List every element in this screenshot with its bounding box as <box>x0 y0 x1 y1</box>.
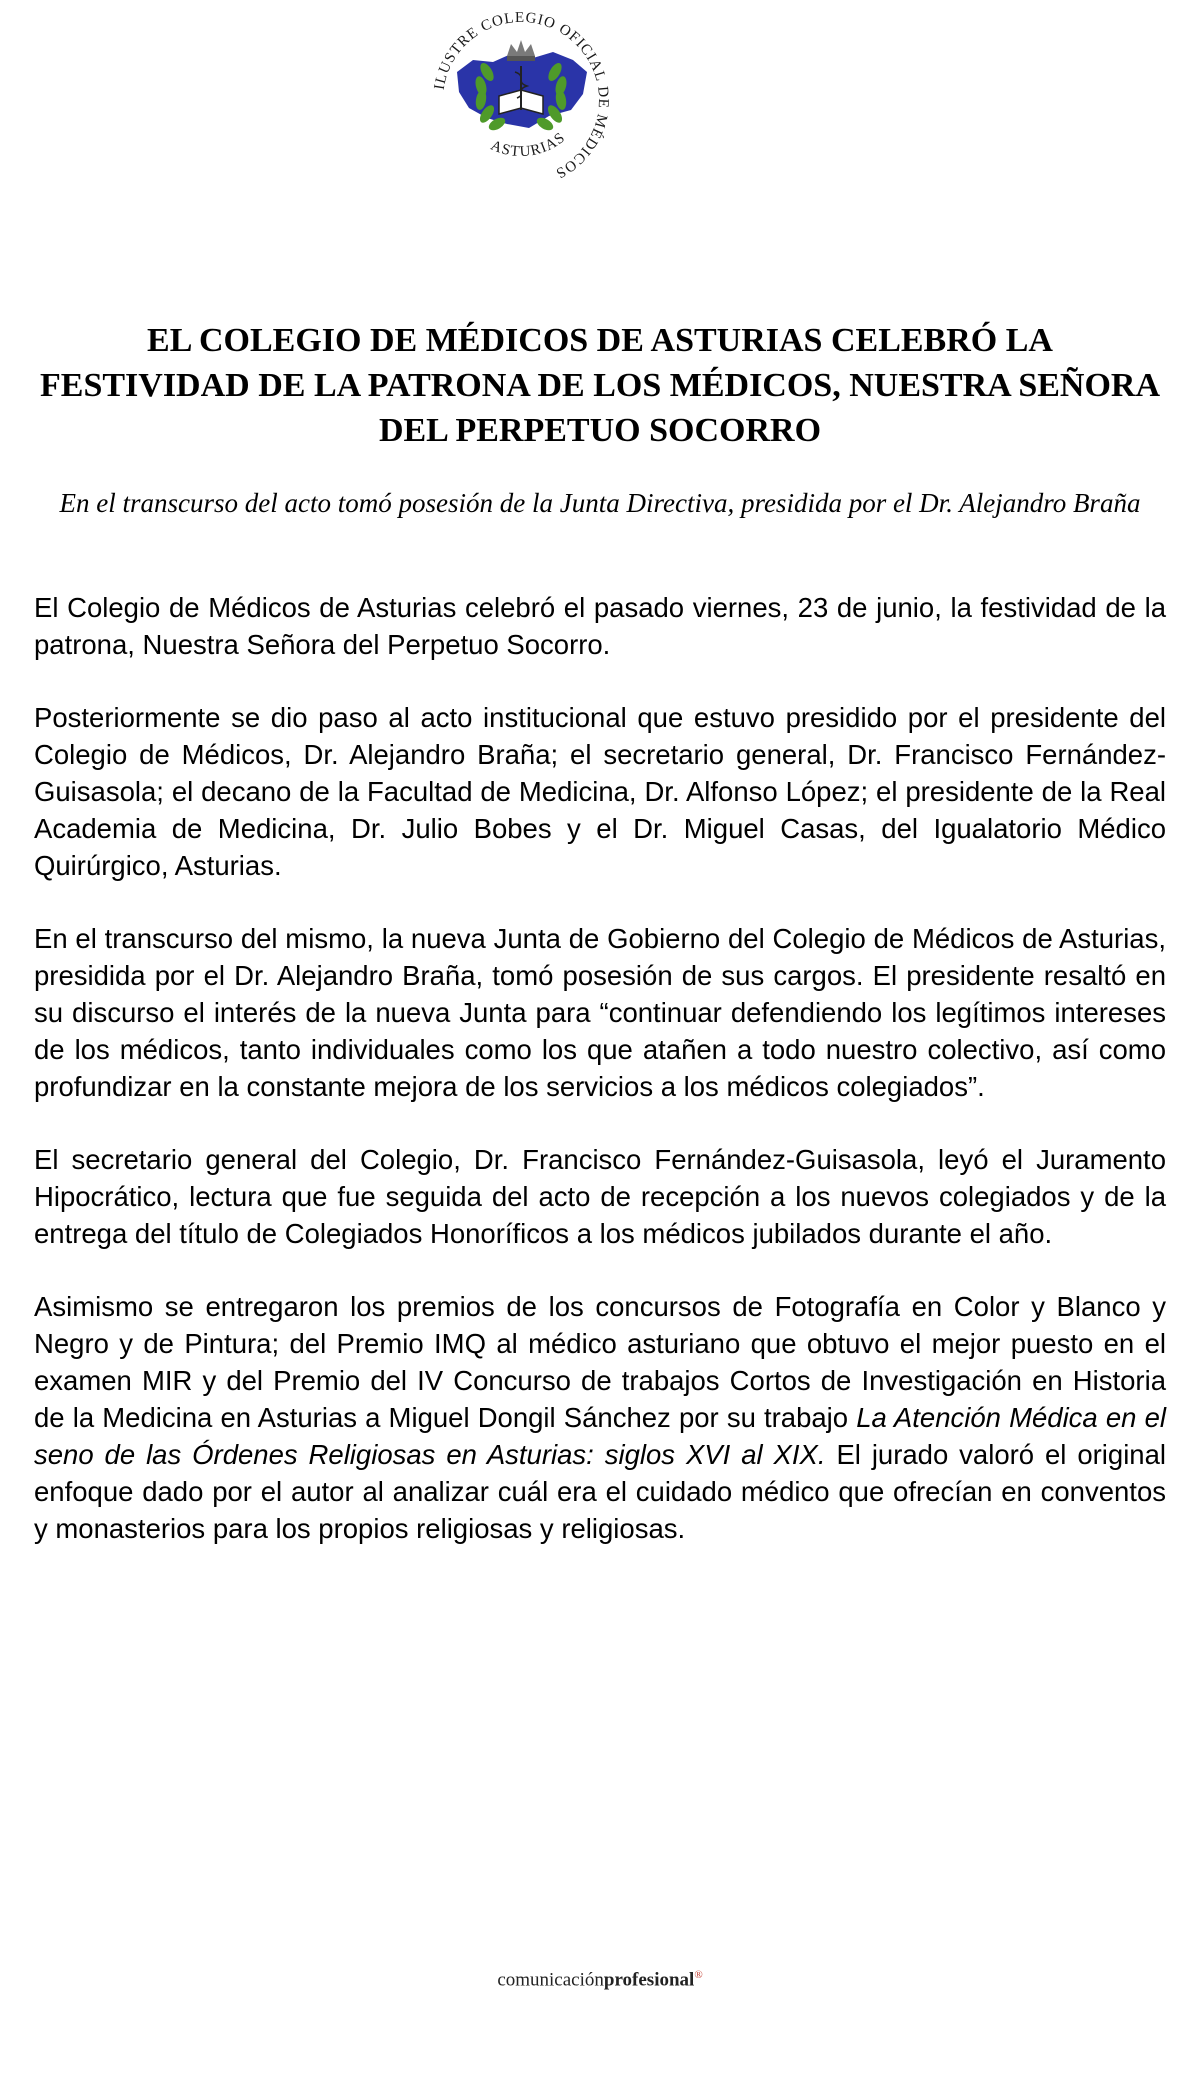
page-title: EL COLEGIO DE MÉDICOS DE ASTURIAS CELEBRÓ LA FESTIVIDAD DE LA PATRONA DE LOS MÉDICOS, NUESTRA SEÑORA DEL PERPETUO SOCORRO <box>40 322 1161 449</box>
subtitle: En el transcurso del acto tomó posesión de la Junta Directiva, presidida por el Dr. Alejandro Braña <box>59 488 1141 518</box>
footer-brand <box>0 1969 1200 1991</box>
article-body <box>34 589 1166 1583</box>
seal-ring-text-bottom: ASTURIAS <box>488 129 569 161</box>
paragraph-5-end: El jurado valoró el original enfoque dado por el autor al analizar cuál era el cuidado médico que ofrecían en conventos y monasterios para los propios religiosas y religiosas. <box>34 1439 1166 1544</box>
paragraph-5-start: Asimismo se entregaron los premios de los concursos de Fotografía en Color y Blanco y Negro y de Pintura; del Premio IMQ al médico asturiano que obtuvo el mejor puesto en el examen MIR y del Premio del IV Concurso de trabajos Cortos de Investigación en Historia de la Medicina en Asturias a Miguel Dongil Sánchez por su trabajo <box>34 1291 1166 1433</box>
paragraph-3: En el transcurso del mismo, la nueva Junta de Gobierno del Colegio de Médicos de Asturias, presidida por el Dr. Alejandro Braña, tomó posesión de sus cargos. El presidente resaltó en su discurso el interés de la nueva Junta para “continuar defendiendo los legítimos intereses de los médicos, tanto individuales como los que atañen a todo nuestro colectivo, así como profundizar en la constante mejora de los servicios a los médicos colegiados”. <box>34 923 1166 1102</box>
award-work-title: La Atención Médica en el seno de las Órdenes Religiosas en Asturias: siglos XVI al XIX. <box>34 1402 1166 1470</box>
paragraph-1: El Colegio de Médicos de Asturias celebró el pasado viernes, 23 de junio, la festividad de la patrona, Nuestra Señora del Perpetuo Socorro. <box>34 592 1166 660</box>
footer-brand-part1: comunicación <box>497 1969 604 1991</box>
paragraph-4: El secretario general del Colegio, Dr. Francisco Fernández-Guisasola, leyó el Juramento Hipocrático, lectura que fue seguida del acto de recepción a los nuevos colegiados y de la entrega del título de Colegiados Honoríficos a los médicos jubilados durante el año. <box>34 1144 1166 1249</box>
paragraph-5 <box>34 1288 1166 1547</box>
registered-mark: ® <box>694 1969 703 1981</box>
college-seal-logo <box>421 0 621 200</box>
footer-brand-part2: profesional <box>603 1969 695 1991</box>
crown-icon <box>507 40 535 61</box>
seal-ring-text: ILUSTRE COLEGIO OFICIAL DE MÉDICOS <box>431 9 612 182</box>
paragraph-2: Posteriormente se dio paso al acto institucional que estuvo presidido por el presidente del Colegio de Médicos, Dr. Alejandro Braña; el secretario general, Dr. Francisco Fernández-Guisasola; el decano de la Facultad de Medicina, Dr. Alfonso López; el presidente de la Real Academia de Medicina, Dr. Julio Bobes y el Dr. Miguel Casas, del Igualatorio Médico Quirúrgico, Asturias. <box>34 702 1166 881</box>
seal-graphic <box>421 0 621 200</box>
